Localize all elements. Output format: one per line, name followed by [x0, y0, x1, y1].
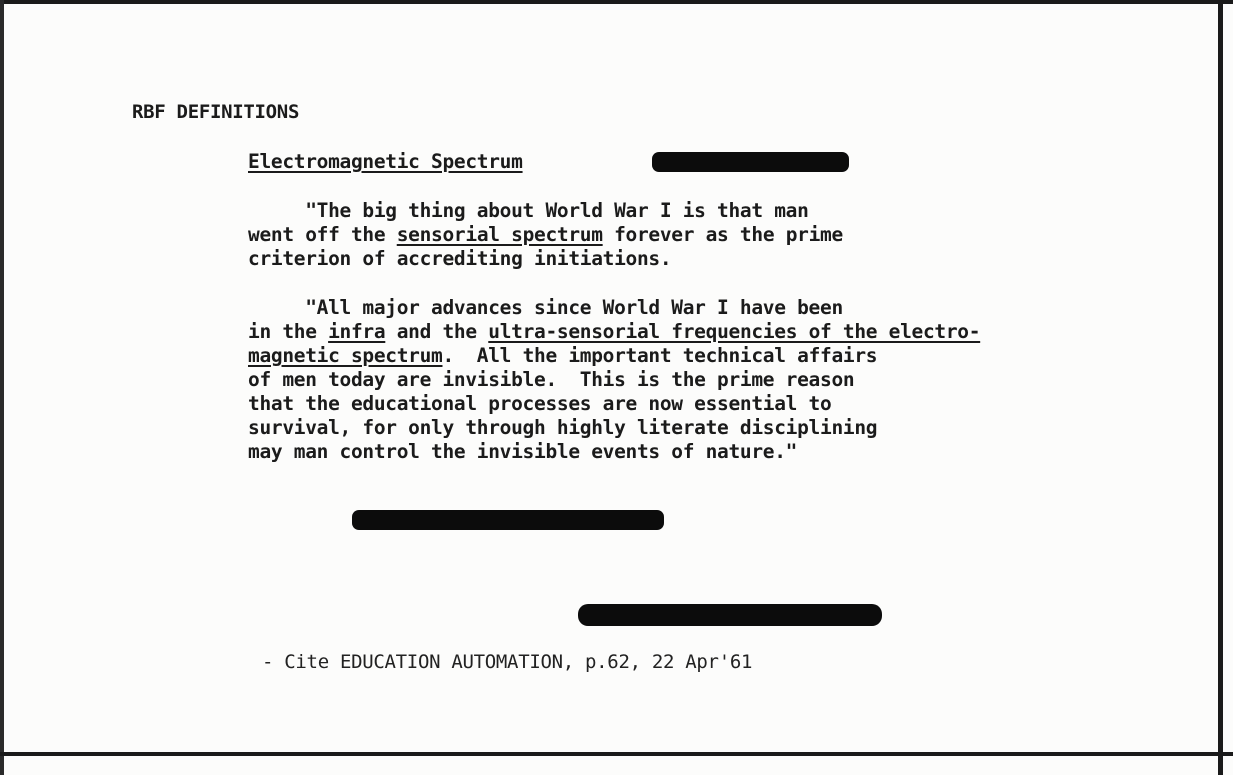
text-segment: "All major advances since World War I have been [248, 296, 843, 319]
redaction-bar [652, 152, 849, 172]
text-line [248, 344, 980, 368]
text-line [248, 416, 980, 440]
text-line [248, 199, 843, 223]
underlined-text: magnetic spectrum [248, 344, 443, 367]
text-segment: criterion of accrediting initiations. [248, 247, 672, 270]
text-segment: that the educational processes are now essential to [248, 392, 832, 415]
text-line [248, 440, 980, 464]
text-line [248, 320, 980, 344]
page-border-bottom [0, 752, 1233, 756]
quote-paragraph-2 [248, 296, 980, 464]
text-segment: and the [385, 320, 489, 343]
page-border-left [0, 0, 4, 775]
underlined-text: infra [328, 320, 386, 343]
redaction-bar [578, 604, 882, 626]
text-segment: went off the [248, 223, 397, 246]
text-line [248, 392, 980, 416]
text-segment: may man control the invisible events of nature." [248, 440, 798, 463]
redaction-bar [352, 510, 664, 530]
page-border-top [0, 0, 1233, 4]
text-line [248, 223, 843, 247]
quote-paragraph-1 [248, 199, 843, 271]
text-line [248, 368, 980, 392]
page-border-right [1218, 0, 1223, 775]
underlined-text: ultra-sensorial frequencies of the electro- [488, 320, 981, 343]
text-segment: survival, for only through highly literate disciplining [248, 416, 878, 439]
text-line [248, 247, 843, 271]
citation: - Cite EDUCATION AUTOMATION, p.62, 22 Apr'61 [262, 651, 753, 673]
text-segment: in the [248, 320, 329, 343]
text-segment: "The big thing about World War I is that man [248, 199, 809, 222]
underlined-text: sensorial spectrum [396, 223, 603, 246]
text-line [248, 296, 980, 320]
document-header: RBF DEFINITIONS [132, 101, 300, 123]
text-segment: forever as the prime [602, 223, 843, 246]
text-segment: of men today are invisible. This is the prime reason [248, 368, 855, 391]
definition-term: Electromagnetic Spectrum [248, 150, 523, 173]
text-segment: . All the important technical affairs [442, 344, 878, 367]
